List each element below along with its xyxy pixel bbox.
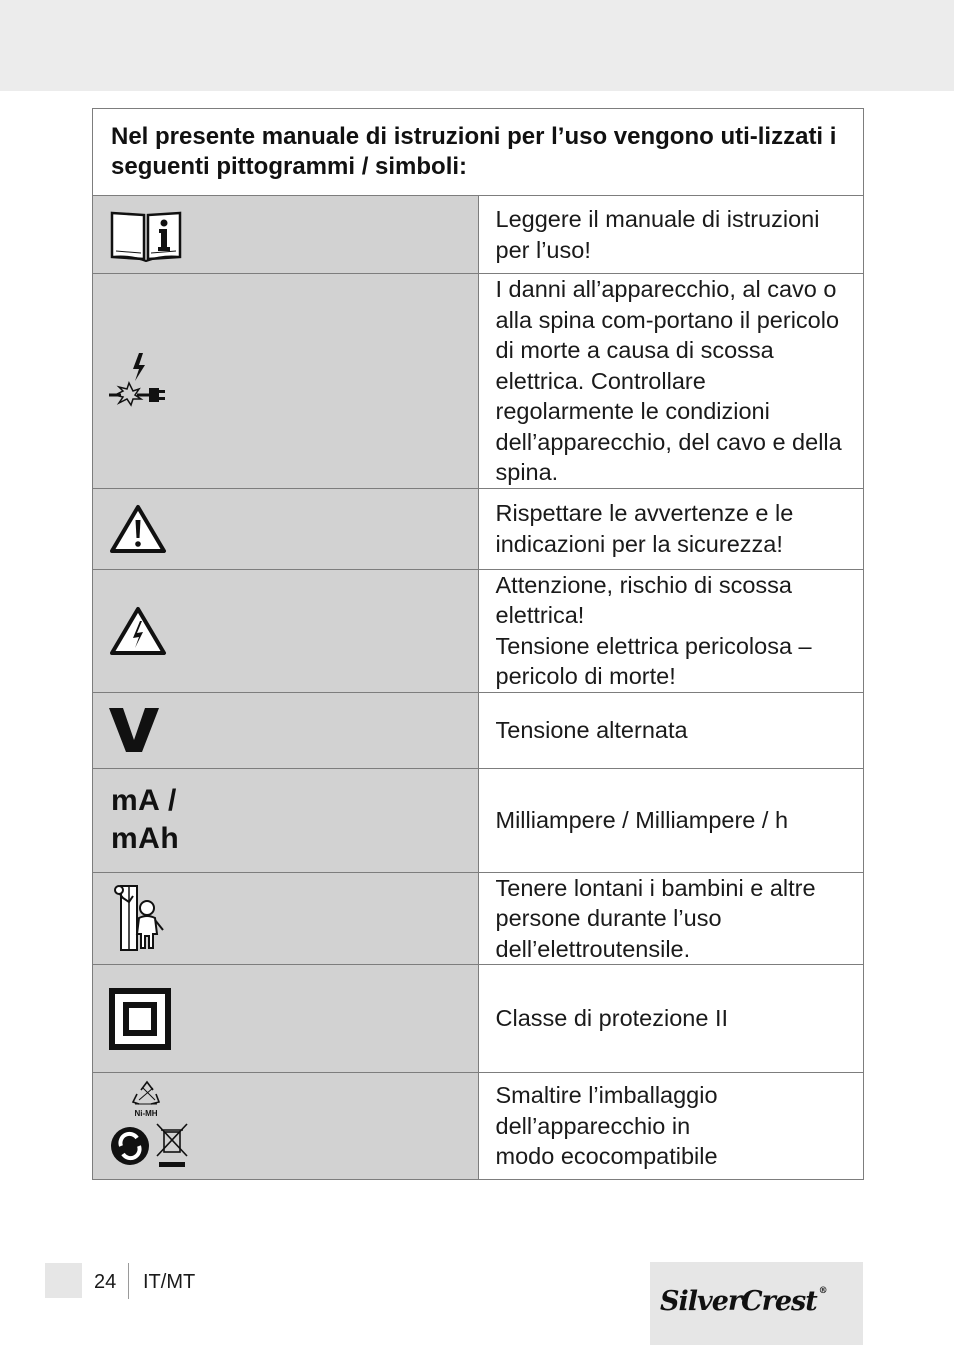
crossed-bin-icon (157, 1124, 187, 1167)
registered-mark: ® (818, 1286, 827, 1296)
table-row (93, 488, 864, 569)
protection-class-ii-icon (109, 988, 171, 1050)
green-dot-icon (111, 1127, 149, 1165)
row-text: Leggere il manuale di istruzioni per l’uso! (478, 196, 864, 274)
row-text-line: Attenzione, rischio di scossa elettrica! (495, 571, 793, 628)
alternating-voltage-icon (109, 706, 159, 754)
warning-triangle-icon (109, 504, 167, 554)
table-row (93, 692, 864, 768)
table-header: Nel presente manuale di istruzioni per l’uso vengono uti-lizzati i seguenti pittogrammi / simboli: (93, 109, 864, 196)
keep-children-away-icon (111, 884, 167, 952)
row-text: Milliampere / Milliampere / h (478, 768, 864, 872)
row-text: I danni all’apparecchio, al cavo o alla spina com-portano il pericolo di morte a causa di scossa elettrica. Controllare regolarmente le condizioni dell’apparecchio, del cavo e della spina. (478, 274, 864, 489)
table-row (93, 569, 864, 692)
row-text: Tensione alternata (478, 692, 864, 768)
row-text-line: modo ecocompatibile (495, 1143, 718, 1170)
top-band (0, 0, 954, 91)
table-row (93, 196, 864, 274)
footer-marker (45, 1263, 82, 1298)
page-number: 24 (94, 1271, 117, 1293)
manual-info-icon (109, 207, 183, 263)
battery-type-label: Ni-MH (134, 1109, 158, 1118)
table-row (93, 1073, 864, 1180)
milliampere-symbol (111, 782, 179, 858)
damaged-plug-shock-icon (109, 351, 169, 411)
recycling-arrows-icon (133, 1082, 159, 1104)
table-row (93, 965, 864, 1073)
row-text: Tenere lontani i bambini e altre persone durante l’uso dell’elettroutensile. (478, 872, 864, 965)
milliampere-symbol-line: mAh (111, 822, 180, 855)
row-text: Rispettare le avvertenze e le indicazioni per la sicurezza! (478, 488, 864, 569)
brand-name: SilverCrest (660, 1286, 817, 1317)
row-text: Classe di protezione II (478, 965, 864, 1073)
table-row (93, 274, 864, 489)
table-row (93, 768, 864, 872)
table-header-row (93, 109, 864, 196)
electric-hazard-triangle-icon (109, 606, 167, 656)
row-text-line: Smaltire l’imballaggio dell’apparecchio in (495, 1082, 718, 1139)
footer-divider (128, 1263, 129, 1299)
disposal-recycling-icon (109, 1080, 189, 1172)
language-code: IT/MT (143, 1271, 196, 1293)
row-text-line: Tensione elettrica pericolosa – pericolo di morte! (495, 632, 812, 689)
table-row (93, 872, 864, 965)
symbol-table (92, 108, 864, 1180)
milliampere-symbol-line: mA / (111, 784, 177, 817)
brand-logo (660, 1286, 827, 1317)
